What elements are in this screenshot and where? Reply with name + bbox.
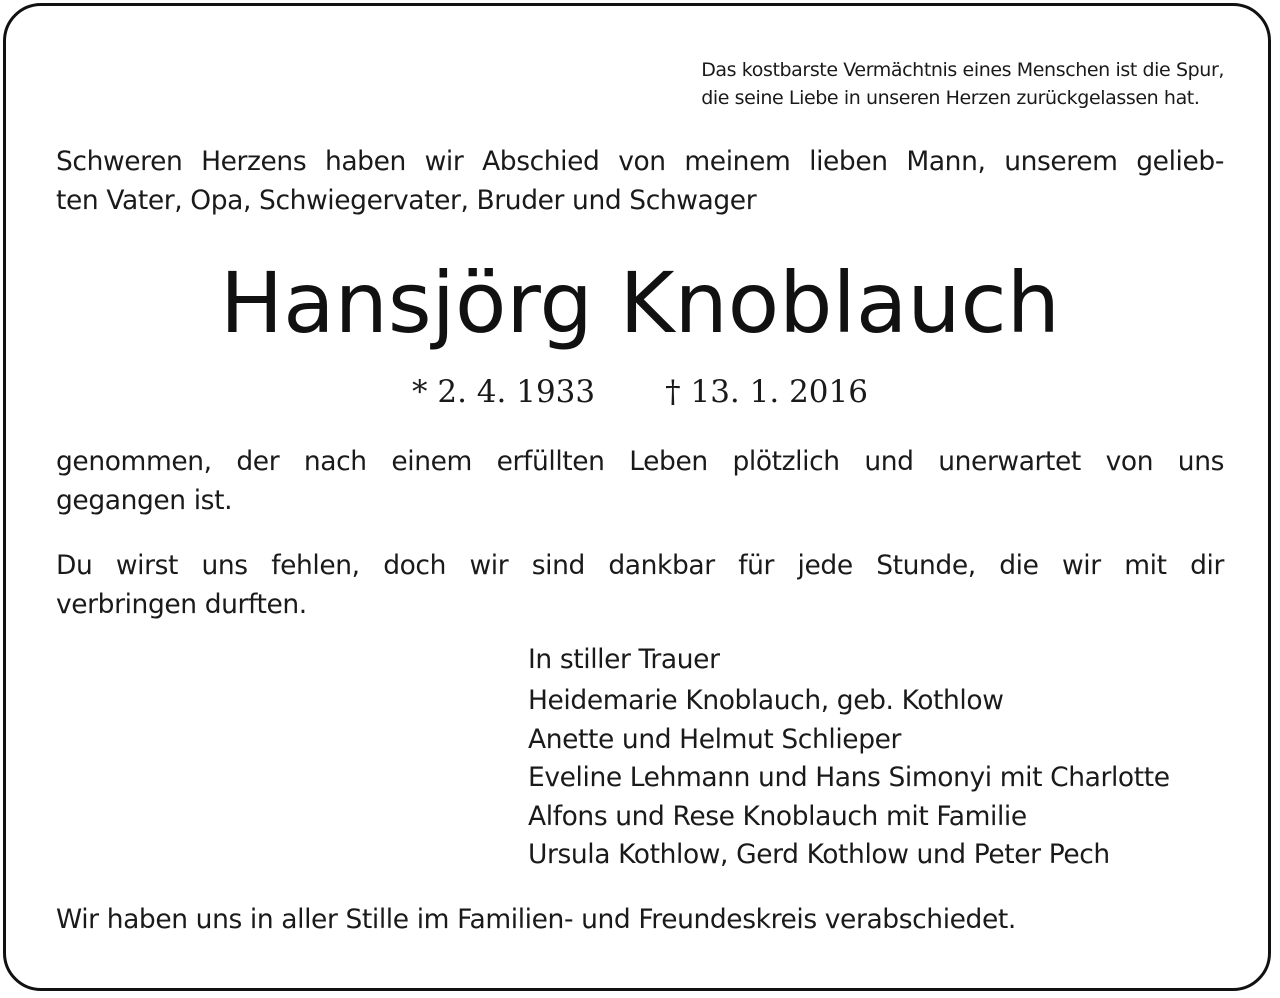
paragraph-passing-line-1: genommen, der nach einem erfüllten Leben plötzlich und unerwartet von uns (56, 446, 1224, 477)
deceased-name: Hansjörg Knoblauch (220, 254, 1060, 352)
motto-quote (701, 56, 1224, 112)
paragraph-passing (56, 442, 1224, 520)
mourner-name: Anette und Helmut Schlieper (528, 723, 902, 755)
paragraph-passing-line-2: gegangen ist. (56, 485, 233, 516)
mourners-block (528, 640, 1170, 875)
mourner-name: Eveline Lehmann und Hans Simonyi mit Charlotte (528, 762, 1170, 793)
life-dates (0, 370, 1280, 414)
paragraph-gratitude-line-2: verbringen durften. (56, 589, 307, 620)
motto-line-1: Das kostbarste Vermächtnis eines Menschen ist die Spur, (701, 59, 1224, 81)
death-date: † 13. 1. 2016 (665, 374, 868, 410)
intro-paragraph (56, 142, 1224, 220)
closing-note: Wir haben uns in aller Stille im Familien- und Freundeskreis verabschiedet. (56, 904, 1016, 935)
mourner-name: Alfons und Rese Knoblauch mit Familie (528, 800, 1027, 832)
mourning-heading: In stiller Trauer (528, 644, 720, 675)
motto-line-2: die seine Liebe in unseren Herzen zurückgelassen hat. (701, 87, 1200, 109)
intro-line-1: Schweren Herzens haben wir Abschied von meinem lieben Mann, unserem gelieb- (56, 146, 1224, 177)
birth-date: * 2. 4. 1933 (412, 374, 596, 410)
paragraph-gratitude (56, 546, 1224, 624)
mourner-name: Heidemarie Knoblauch, geb. Kothlow (528, 685, 1004, 716)
mourner-name: Ursula Kothlow, Gerd Kothlow und Peter Pech (528, 839, 1110, 870)
paragraph-gratitude-line-1: Du wirst uns fehlen, doch wir sind dankbar für jede Stunde, die wir mit dir (56, 550, 1224, 581)
intro-line-2: ten Vater, Opa, Schwiegervater, Bruder und Schwager (56, 185, 757, 216)
